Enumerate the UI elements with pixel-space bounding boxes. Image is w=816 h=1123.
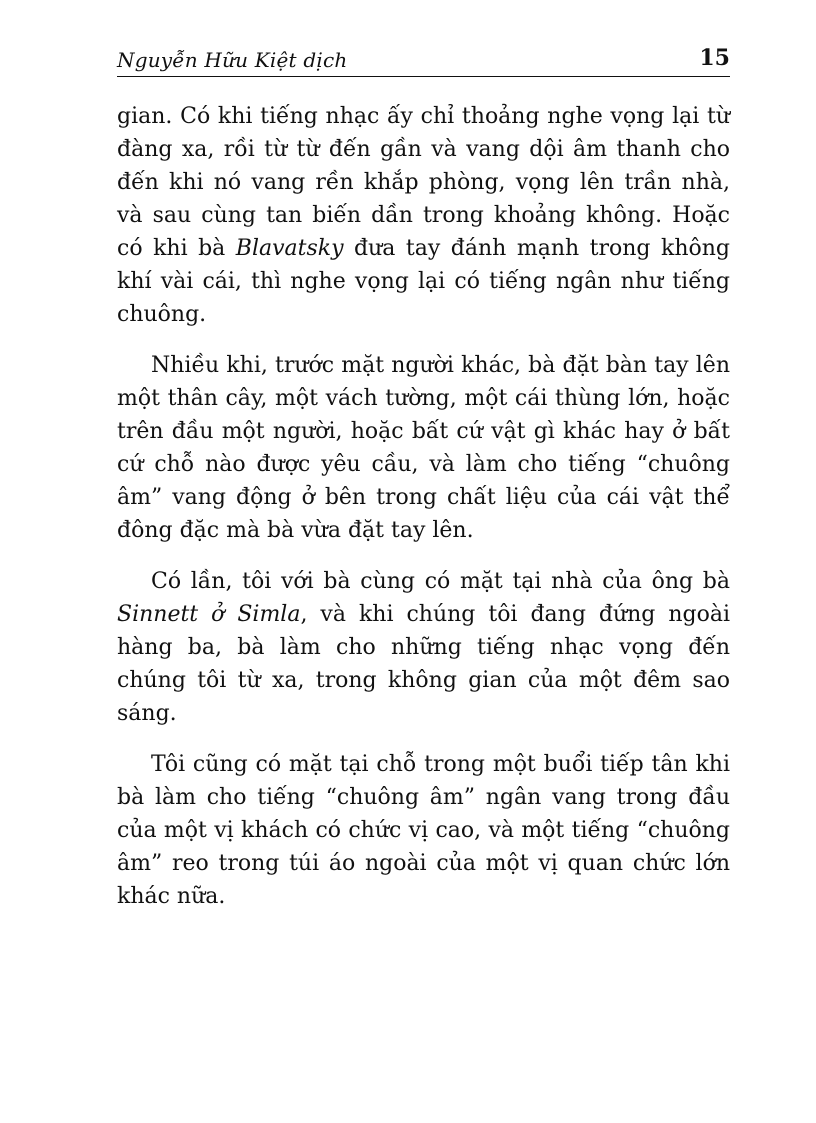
paragraph-text: , và khi chúng tôi đang đứng ngoài hàng ba, bà làm cho những tiếng nhạc vọng đến chúng tôi từ xa, trong không gian của một đêm sao sáng. [117, 602, 730, 726]
header-divider [117, 76, 730, 77]
paragraph-text: Có lần, tôi với bà cùng có mặt tại nhà của ông bà [151, 569, 730, 594]
italic-name: Blavatsky [235, 236, 344, 261]
paragraph-text: gian. Có khi tiếng nhạc ấy chỉ thoảng nghe vọng lại từ đàng xa, rồi từ từ đến gần và vang dội âm thanh cho đến khi nó vang rền khắp phòng, vọng lên trần nhà, và sau cùng tan biến dần trong khoảng không. Hoặc có khi bà [117, 104, 730, 261]
page-number: 15 [699, 45, 730, 71]
body-text [117, 100, 730, 931]
paragraph-3 [117, 565, 730, 730]
running-head: Nguyễn Hữu Kiệt dịch [117, 48, 348, 72]
paragraph-4 [117, 748, 730, 913]
italic-place: Sinnett ở Simla [117, 602, 301, 627]
paragraph-1 [117, 100, 730, 331]
book-page [117, 0, 730, 1123]
paragraph-2 [117, 349, 730, 547]
page-header [117, 44, 730, 74]
paragraph-text: Tôi cũng có mặt tại chỗ trong một buổi tiếp tân khi bà làm cho tiếng “chuông âm” ngân vang trong đầu của một vị khách có chức vị cao, và một tiếng “chuông âm” reo trong túi áo ngoài của một vị quan chức lớn khác nữa. [117, 752, 730, 909]
paragraph-text: đưa tay đánh mạnh trong không khí vài cái, thì nghe vọng lại có tiếng ngân như tiếng chuông. [117, 236, 731, 327]
paragraph-text: Nhiều khi, trước mặt người khác, bà đặt bàn tay lên một thân cây, một vách tường, một cái thùng lớn, hoặc trên đầu một người, hoặc bất cứ vật gì khác hay ở bất cứ chỗ nào được yêu cầu, và làm cho tiếng “chuông âm” vang động ở bên trong chất liệu của cái vật thể đông đặc mà bà vừa đặt tay lên. [117, 353, 730, 543]
